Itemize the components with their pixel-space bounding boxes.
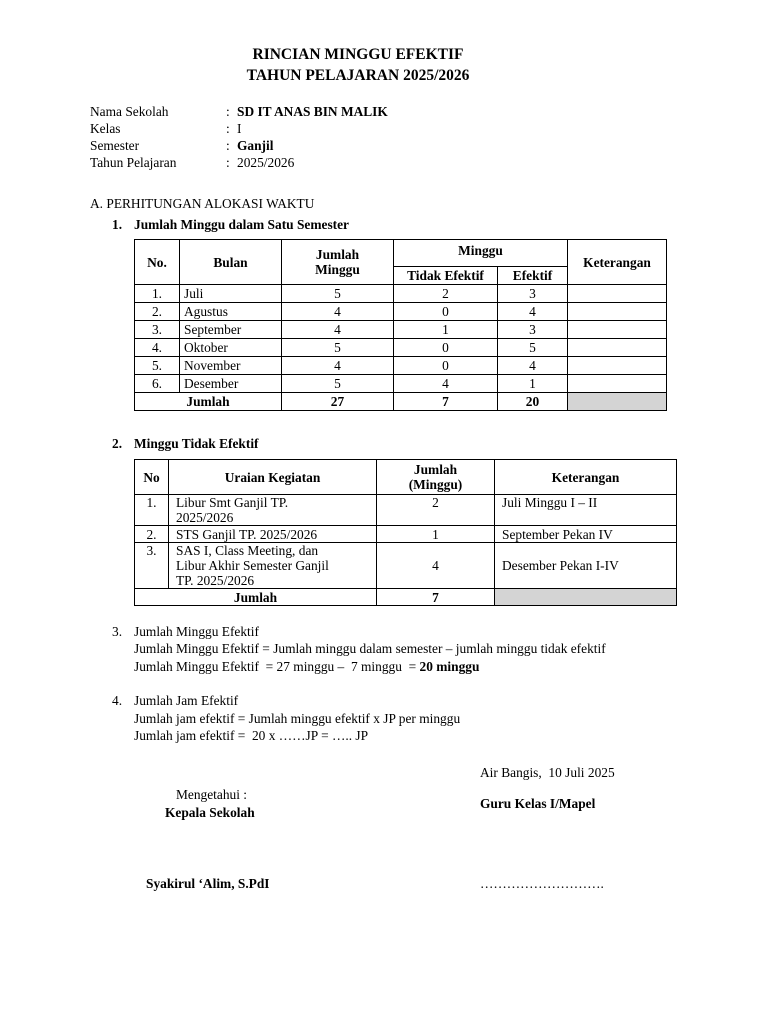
header-tidak-efektif: Tidak Efektif (394, 267, 498, 285)
mengetahui-label: Mengetahui : (176, 787, 248, 802)
table-row: 6. Desember 5 4 1 (135, 375, 667, 393)
table-row: 3. September 4 1 3 (135, 321, 667, 339)
table-minggu-tidak-efektif (134, 459, 677, 606)
header-keterangan: Keterangan (568, 240, 667, 285)
info-label-semester: Semester (90, 138, 140, 153)
sub1-number: 1. (112, 217, 123, 232)
sub4-calculation: Jumlah jam efektif = 20 x ……JP = ….. JP (134, 728, 369, 743)
place-date: Air Bangis, 10 Juli 2025 (480, 765, 615, 780)
table-row: 1. Juli 5 2 3 (135, 285, 667, 303)
sub2-title: Minggu Tidak Efektif (134, 436, 259, 451)
table-row: 3. SAS I, Class Meeting, dan Libur Akhir Semester Ganjil TP. 2025/2026 4 Desember Pekan I-IV (135, 543, 677, 589)
info-label-tahun-pelajaran: Tahun Pelajaran (90, 155, 177, 170)
info-label-kelas: Kelas (90, 121, 121, 136)
table-total-row: Jumlah 27 7 20 (135, 393, 667, 411)
info-value-tahun-pelajaran: 2025/2026 (237, 155, 295, 170)
header-minggu: Minggu (394, 240, 568, 267)
guru-name-placeholder: ………………………. (480, 876, 604, 891)
sub4-title: Jumlah Jam Efektif (134, 693, 239, 708)
info-value-nama-sekolah: SD IT ANAS BIN MALIK (237, 104, 388, 119)
table-row: 4. Oktober 5 0 5 (135, 339, 667, 357)
document-subtitle: TAHUN PELAJARAN 2025/2026 (246, 67, 470, 84)
sub3-formula: Jumlah Minggu Efektif = Jumlah minggu dalam semester – jumlah minggu tidak efektif (134, 641, 606, 656)
table-row: 5. November 4 0 4 (135, 357, 667, 375)
info-value-semester: Ganjil (237, 138, 274, 153)
sub3-calculation: Jumlah Minggu Efektif = 27 minggu – 7 minggu = 20 minggu (134, 659, 480, 674)
table-row: 2. STS Ganjil TP. 2025/2026 1 September Pekan IV (135, 526, 677, 543)
header-jumlah: Jumlah (Minggu) (377, 460, 495, 495)
section-a-heading: A. PERHITUNGAN ALOKASI WAKTU (90, 196, 315, 211)
sub2-number: 2. (112, 436, 123, 451)
guru-kelas-title: Guru Kelas I/Mapel (480, 796, 596, 811)
sub3-number: 3. (112, 624, 123, 639)
header-no: No (135, 460, 169, 495)
sub4-number: 4. (112, 693, 123, 708)
header-bulan: Bulan (180, 240, 282, 285)
table-row: 1. Libur Smt Ganjil TP. 2025/2026 2 Juli Minggu I – II (135, 495, 677, 526)
info-value-kelas: I (237, 121, 242, 136)
header-efektif: Efektif (498, 267, 568, 285)
sub4-formula: Jumlah jam efektif = Jumlah minggu efektif x JP per minggu (134, 711, 461, 726)
header-uraian: Uraian Kegiatan (169, 460, 377, 495)
sub3-title: Jumlah Minggu Efektif (134, 624, 259, 639)
kepala-sekolah-name: Syakirul ‘Alim, S.PdI (146, 876, 270, 891)
document-title: RINCIAN MINGGU EFEKTIF (252, 46, 464, 63)
sub1-title: Jumlah Minggu dalam Satu Semester (134, 217, 350, 232)
table-minggu-semester (134, 239, 667, 411)
info-label-nama-sekolah: Nama Sekolah (90, 104, 169, 119)
table-row: 2. Agustus 4 0 4 (135, 303, 667, 321)
kepala-sekolah-title: Kepala Sekolah (165, 805, 255, 820)
header-jumlah-minggu: Jumlah Minggu (282, 240, 394, 285)
header-keterangan: Keterangan (495, 460, 677, 495)
table-total-row: Jumlah 7 (135, 589, 677, 606)
header-no: No. (135, 240, 180, 285)
